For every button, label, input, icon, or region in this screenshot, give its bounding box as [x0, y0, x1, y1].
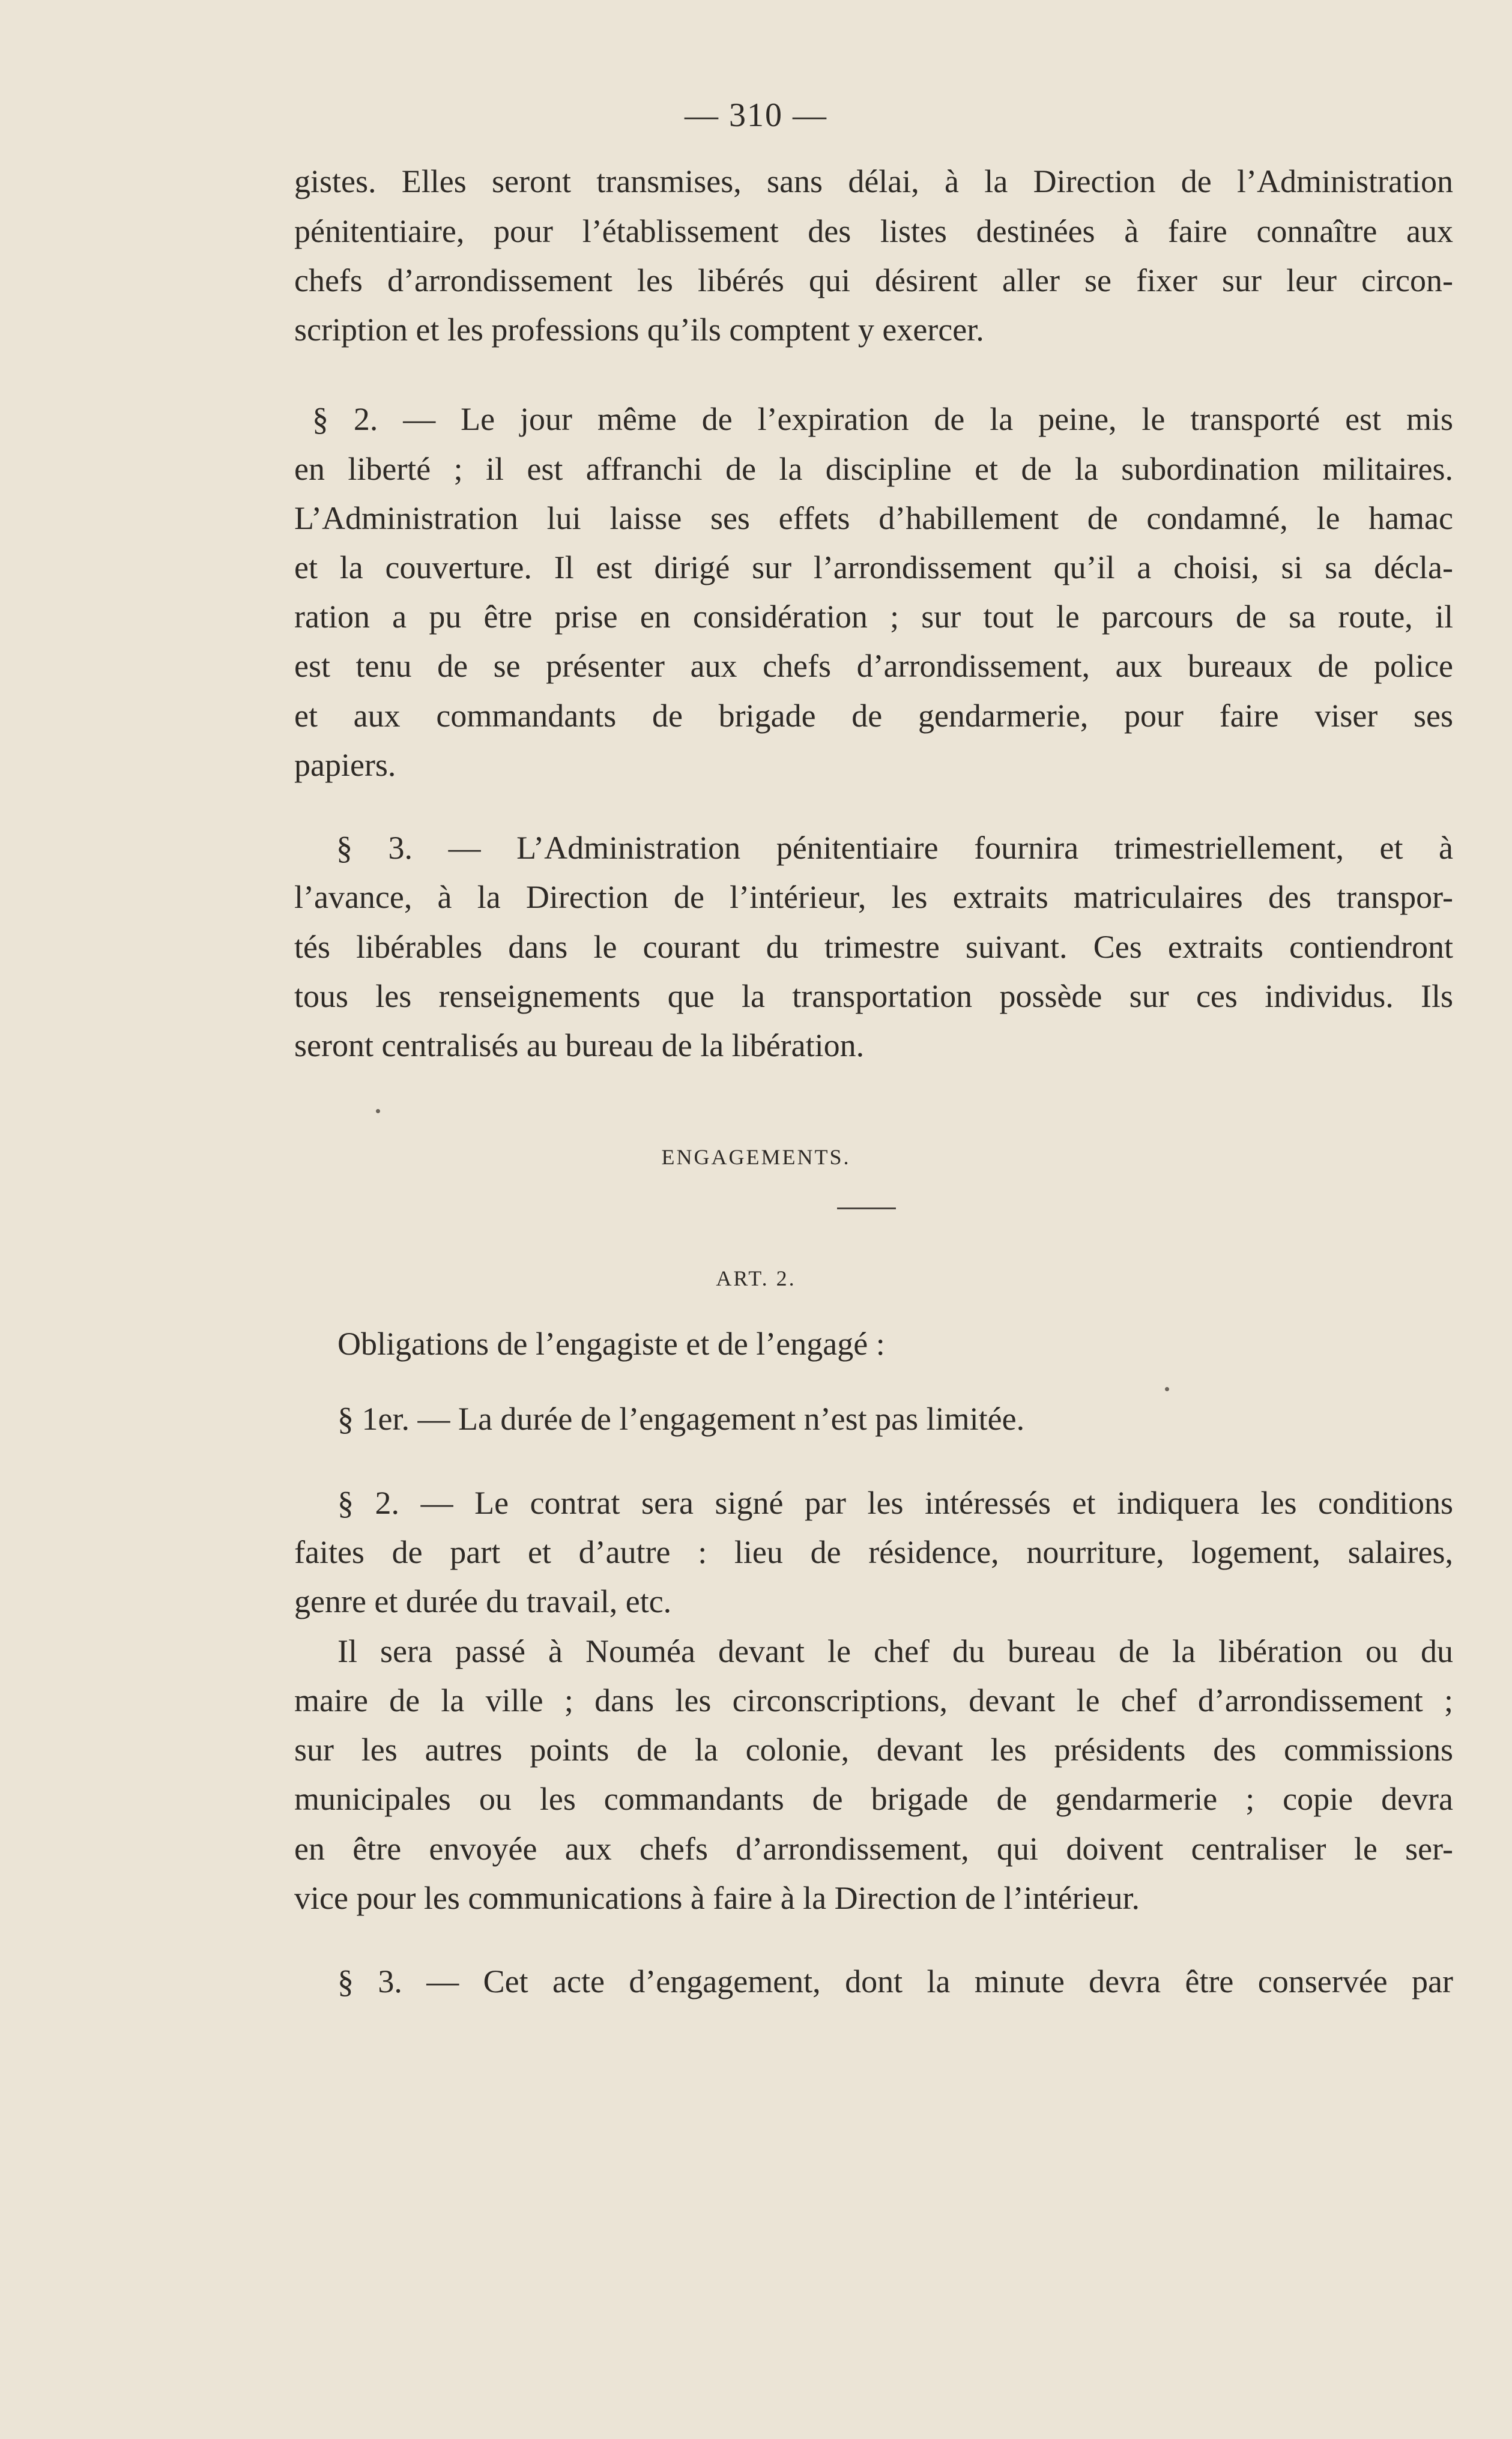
paragraph-line: l’avance, à la Direction de l’intérieur, les extraits matriculaires des transpor-	[294, 879, 1453, 915]
paragraph-line: tés libérables dans le courant du trimestre suivant. Ces extraits contiendront	[294, 929, 1453, 965]
paragraph-line: pénitentiaire, pour l’établissement des listes destinées à faire connaître aux	[294, 213, 1453, 249]
paragraph-line: § 3. — Cet acte d’engagement, dont la minute devra être conservée par	[337, 1963, 1453, 1999]
paragraph-line: § 2. — Le contrat sera signé par les intéressés et indiquera les conditions	[337, 1485, 1453, 1521]
article-heading: ART. 2.	[716, 1266, 796, 1290]
paper-speck	[376, 1109, 380, 1113]
clause-line: § 1er. — La durée de l’engagement n’est pas limitée.	[337, 1401, 1025, 1437]
paragraph-line: papiers.	[294, 747, 396, 783]
paragraph-line: genre et durée du travail, etc.	[294, 1583, 672, 1619]
paper-speck	[1165, 1387, 1169, 1391]
paragraph-line: est tenu de se présenter aux chefs d’arrondissement, aux bureaux de police	[294, 648, 1453, 684]
paragraph-line: seront centralisés au bureau de la libération.	[294, 1027, 865, 1063]
paragraph-line: vice pour les communications à faire à la Direction de l’intérieur.	[294, 1880, 1140, 1916]
paragraph-line: maire de la ville ; dans les circonscriptions, devant le chef d’arrondissement ;	[294, 1682, 1453, 1718]
paragraph-line: scription et les professions qu’ils comptent y exercer.	[294, 312, 984, 348]
paragraph-line: en être envoyée aux chefs d’arrondissement, qui doivent centraliser le ser-	[294, 1831, 1453, 1867]
paragraph-line: § 2. — Le jour même de l’expiration de la peine, le transporté est mis	[312, 401, 1453, 437]
paragraph-line: faites de part et d’autre : lieu de résidence, nourriture, logement, salaires,	[294, 1534, 1453, 1570]
paragraph-line: Il sera passé à Nouméa devant le chef du bureau de la libération ou du	[337, 1633, 1453, 1669]
section-rule	[837, 1207, 896, 1209]
paragraph-line: tous les renseignements que la transportation possède sur ces individus. Ils	[294, 978, 1453, 1014]
paragraph-line: et la couverture. Il est dirigé sur l’arrondissement qu’il a choisi, si sa décla-	[294, 549, 1453, 585]
paragraph-line: et aux commandants de brigade de gendarmerie, pour faire viser ses	[294, 698, 1453, 734]
paragraph-line: municipales ou les commandants de brigade de gendarmerie ; copie devra	[294, 1781, 1453, 1817]
paragraph-line: L’Administration lui laisse ses effets d’habillement de condamné, le hamac	[294, 500, 1453, 536]
paragraph-line: § 3. — L’Administration pénitentiaire fournira trimestriellement, et à	[336, 830, 1453, 866]
paragraph-line: sur les autres points de la colonie, devant les présidents des commissions	[294, 1732, 1453, 1768]
intro-line: Obligations de l’engagiste et de l’engagé :	[337, 1326, 885, 1362]
paragraph-line: ration a pu être prise en considération ; sur tout le parcours de sa route, il	[294, 599, 1453, 635]
paragraph-line: gistes. Elles seront transmises, sans délai, à la Direction de l’Administration	[294, 163, 1453, 199]
page-number: — 310 —	[685, 97, 827, 134]
paragraph-line: en liberté ; il est affranchi de la discipline et de la subordination militaires.	[294, 451, 1453, 487]
paragraph-line: chefs d’arrondissement les libérés qui désirent aller se fixer sur leur circon-	[294, 262, 1453, 298]
section-heading: ENGAGEMENTS.	[661, 1145, 851, 1169]
